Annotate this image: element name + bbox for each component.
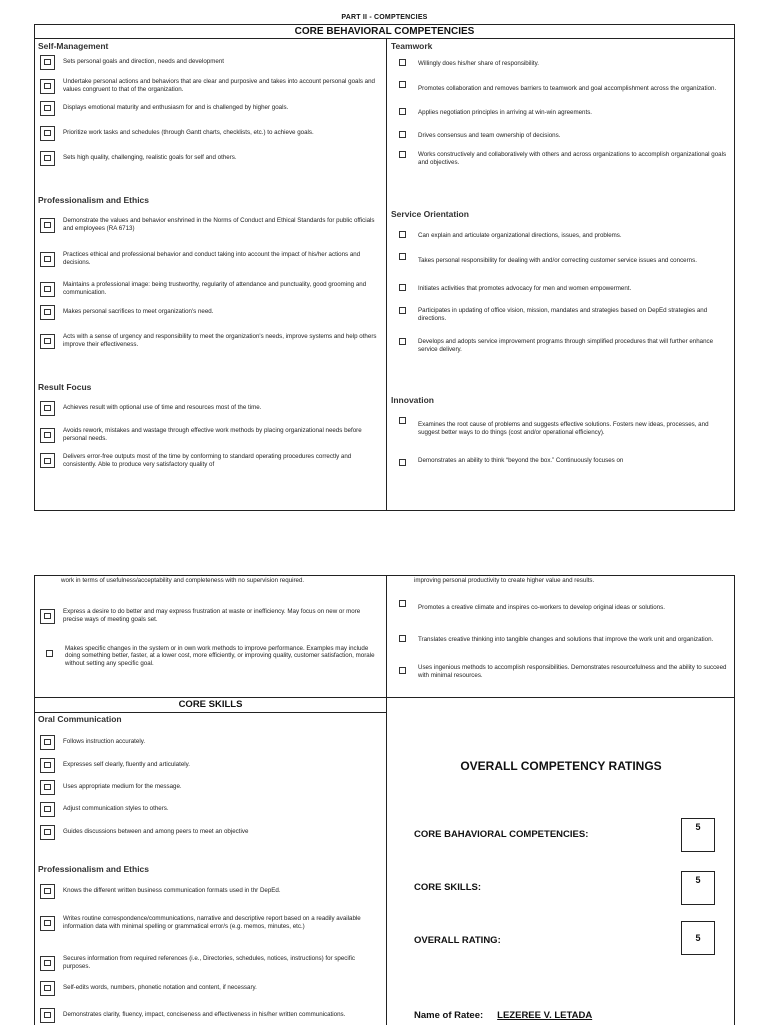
core-behavioral-rating-box[interactable]: 5 — [681, 818, 715, 852]
checkbox[interactable] — [40, 55, 55, 70]
list-item: Practices ethical and professional behavior and conduct taking into account the impact of his/her actions and decisions. — [35, 249, 385, 269]
list-item: Expresses self clearly, fluently and articulately. — [35, 758, 386, 772]
list-item: Makes personal sacrifices to meet organization's need. — [35, 305, 385, 319]
checkbox[interactable] — [40, 282, 55, 297]
checkbox[interactable] — [399, 131, 406, 138]
section-innovation: Innovation — [391, 395, 434, 405]
checkbox[interactable] — [399, 417, 406, 424]
list-item: Uses ingenious methods to accomplish responsibilities. Demonstrates resourcefulness and the ability to succeed with minimal resources. — [388, 662, 734, 682]
checkbox[interactable] — [40, 609, 55, 624]
checkbox[interactable] — [399, 459, 406, 466]
list-item: Demonstrate the values and behavior enshrined in the Norms of Conduct and Ethical Standards for public officials and employees (RA 6713) — [35, 215, 385, 235]
overall-rating-box[interactable]: 5 — [681, 921, 715, 955]
overall-rating-label: OVERALL RATING: — [414, 935, 501, 946]
list-item: Demonstrates an ability to think “beyond the box.” Continuously focuses on — [388, 457, 734, 471]
list-item: Avoids rework, mistakes and wastage through effective work methods by placing organizational needs before personal needs. — [35, 425, 385, 445]
part-title: PART II - COMPTENCIES — [341, 14, 428, 21]
list-item: Uses appropriate medium for the message. — [35, 780, 386, 794]
checkbox[interactable] — [40, 1008, 55, 1023]
list-item: Demonstrates clarity, fluency, impact, conciseness and effectiveness in his/her written communications. — [35, 1005, 386, 1025]
core-skills-title: CORE SKILLS — [178, 699, 243, 710]
list-item: Participates in updating of office vision, mission, mandates and strategies based on DepEd strategies and directions. — [388, 305, 734, 325]
list-item: Develops and adopts service improvement programs through simplified procedures that will further enhance service delivery. — [388, 336, 734, 356]
checkbox[interactable] — [40, 305, 55, 320]
checkbox[interactable] — [40, 884, 55, 899]
core-behavioral-rating-label: CORE BAHAVIORAL COMPETENCIES: — [414, 829, 589, 840]
list-item: Willingly does his/her share of responsibility. — [388, 57, 734, 71]
checkbox[interactable] — [40, 735, 55, 750]
checkbox[interactable] — [40, 825, 55, 840]
list-item: Translates creative thinking into tangible changes and solutions that improve the work unit and organization. — [388, 630, 734, 650]
checkbox[interactable] — [40, 79, 55, 94]
core-skills-rating-box[interactable]: 5 — [681, 871, 715, 905]
checkbox[interactable] — [40, 780, 55, 795]
checkbox[interactable] — [40, 916, 55, 931]
list-item: Maintains a professional image: being trustworthy, regularity of attendance and punctuality, good grooming and communication. — [35, 279, 385, 299]
section-oral-communication: Oral Communication — [38, 714, 122, 724]
ratee-label: Name of Ratee: — [414, 1010, 484, 1021]
checkbox[interactable] — [40, 428, 55, 443]
checkbox[interactable] — [399, 338, 406, 345]
list-item: Guides discussions between and among peers to meet an objective — [35, 825, 386, 839]
list-item: Works constructively and collaboratively with others and across organizations to accomplish organizational goals and objectives. — [388, 149, 734, 169]
list-item: Initiates activities that promotes advocacy for men and women empowerment. — [388, 282, 734, 296]
overall-ratings-title: OVERALL COMPETENCY RATINGS — [460, 759, 662, 773]
checkbox[interactable] — [46, 650, 53, 657]
section-skills-professionalism: Professionalism and Ethics — [38, 864, 150, 874]
core-skills-rating-label: CORE SKILLS: — [414, 882, 482, 893]
list-item: Applies negotiation principles in arriving at win-win agreements. — [388, 106, 734, 120]
section-self-management: Self-Management — [38, 41, 109, 51]
list-item: Examines the root cause of problems and suggests effective solutions. Fosters new ideas, processes, and suggest better ways to do things (cost and/or operational efficiency). — [388, 415, 734, 443]
ratee-name: LEZEREE V. LETADA — [497, 1010, 593, 1021]
list-item: Promotes collaboration and removes barriers to teamwork and goal accomplishment across the organization. — [388, 79, 734, 99]
checkbox[interactable] — [40, 802, 55, 817]
list-item: Displays emotional maturity and enthusiasm for and is challenged by higher goals. — [35, 101, 385, 115]
checkbox[interactable] — [399, 667, 406, 674]
section-service-orientation: Service Orientation — [391, 209, 469, 219]
list-item: Achieves result with optional use of time and resources most of the time. — [35, 401, 385, 415]
list-item: Takes personal responsibility for dealing with and/or correcting customer service issues and concerns. — [388, 251, 734, 271]
checkbox[interactable] — [40, 126, 55, 141]
list-item: Express a desire to do better and may express frustration at waste or inefficiency. May focus on new or more precise ways of meeting goals set. — [35, 606, 386, 626]
checkbox[interactable] — [40, 151, 55, 166]
list-item: Writes routine correspondence/communications, narrative and descriptive report based on a readily available information data with minimal spelling or grammatical error/s (e.g. memos, minutes, etc.) — [35, 909, 386, 937]
competency-table-continued — [34, 575, 735, 1025]
list-item: Delivers error-free outputs most of the time by conforming to standard operating procedures correctly and consistently. Able to produce very satisfactory quality of — [35, 453, 385, 473]
checkbox[interactable] — [40, 453, 55, 468]
list-item: Can explain and articulate organizational directions, issues, and problems. — [388, 229, 734, 243]
checkbox[interactable] — [399, 307, 406, 314]
section-teamwork: Teamwork — [391, 41, 433, 51]
list-item: Prioritize work tasks and schedules (through Gantt charts, checklists, etc.) to achieve goals. — [35, 123, 385, 143]
list-item: Makes specific changes in the system or in own work methods to improve performance. Examples may include doing something better, faster, at a lower cost, more efficiently, or improving quality, customer satisfaction, morale without setting any specific goal. — [35, 638, 386, 674]
checkbox[interactable] — [40, 956, 55, 971]
checkbox[interactable] — [40, 252, 55, 267]
checkbox[interactable] — [399, 151, 406, 158]
core-behavioral-title: CORE BEHAVIORAL COMPETENCIES — [35, 25, 734, 39]
list-item: Knows the different written business communication formats used in thr DepEd. — [35, 884, 386, 898]
competency-table — [34, 24, 735, 511]
result-focus-continued: work in terms of usefulness/acceptability and completeness with no supervision required. — [61, 577, 305, 584]
checkbox[interactable] — [399, 600, 406, 607]
checkbox[interactable] — [399, 231, 406, 238]
list-item: Self-edits words, numbers, phonetic notation and content, if necessary. — [35, 981, 386, 995]
section-professionalism: Professionalism and Ethics — [38, 195, 150, 205]
checkbox[interactable] — [399, 81, 406, 88]
checkbox[interactable] — [40, 401, 55, 416]
list-item: Follows instruction accurately. — [35, 735, 386, 749]
list-item: Sets high quality, challenging, realistic goals for self and others. — [35, 151, 385, 165]
checkbox[interactable] — [40, 334, 55, 349]
checkbox[interactable] — [399, 108, 406, 115]
list-item: Secures information from required references (i.e., Directories, schedules, notices, instructions) for specific purposes. — [35, 953, 386, 973]
list-item: Adjust communication styles to others. — [35, 802, 386, 816]
checkbox[interactable] — [40, 981, 55, 996]
page-1 — [34, 14, 735, 510]
checkbox[interactable] — [399, 59, 406, 66]
innovation-continued: improving personal productivity to create higher value and results. — [414, 577, 595, 584]
ratee-line — [414, 1010, 592, 1021]
checkbox[interactable] — [40, 758, 55, 773]
list-item: Acts with a sense of urgency and responsibility to meet the organization's needs, improve systems and help others improve their effectiveness. — [35, 331, 385, 351]
checkbox[interactable] — [40, 101, 55, 116]
checkbox[interactable] — [40, 218, 55, 233]
checkbox[interactable] — [399, 253, 406, 260]
checkbox[interactable] — [399, 635, 406, 642]
list-item: Undertake personal actions and behaviors that are clear and purposive and takes into account personal goals and values congruent to that of the organization. — [35, 76, 385, 96]
section-result-focus: Result Focus — [38, 382, 92, 392]
list-item: Sets personal goals and direction, needs and development — [35, 55, 385, 69]
list-item: Promotes a creative climate and inspires co-workers to develop original ideas or solutions. — [388, 598, 734, 618]
list-item: Drives consensus and team ownership of decisions. — [388, 129, 734, 143]
page-2 — [34, 575, 735, 1024]
checkbox[interactable] — [399, 284, 406, 291]
